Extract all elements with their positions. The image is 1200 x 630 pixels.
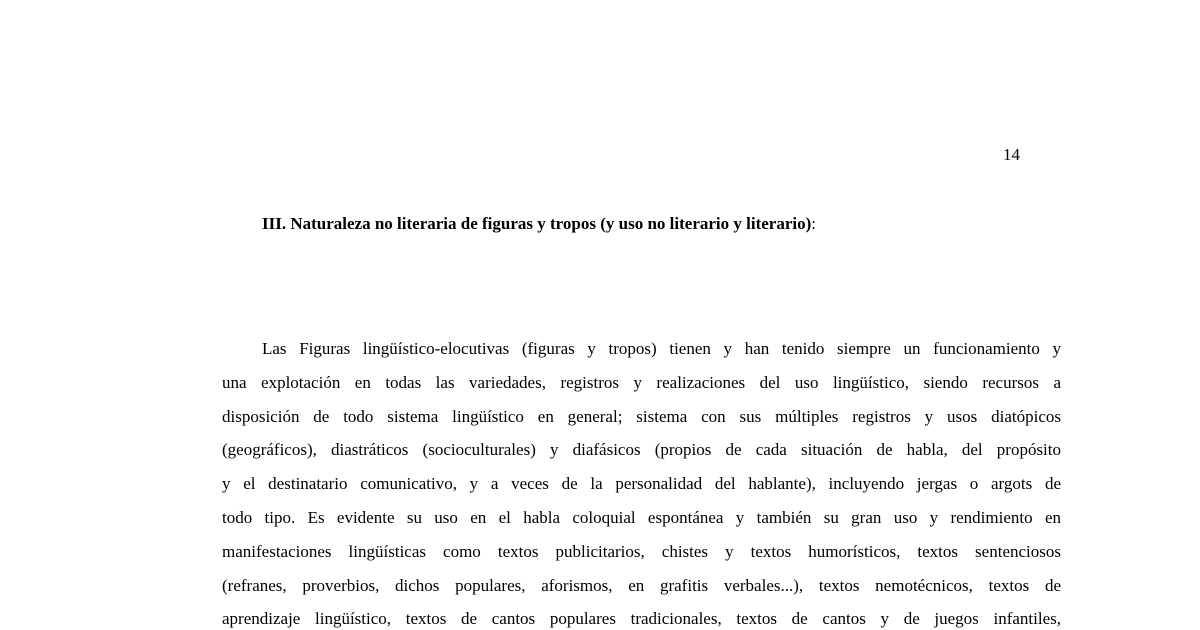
paragraph-line: (refranes, proverbios, dichos populares, aforismos, en grafitis verbales...), textos nemotécnicos, textos de — [222, 575, 1061, 595]
section-heading-text: III. Naturaleza no literaria de figuras y tropos (y uso no literario y literario) — [262, 214, 812, 233]
paragraph-line: manifestaciones lingüísticas como textos publicitarios, chistes y textos humorísticos, textos sentenciosos — [222, 541, 1061, 561]
paragraph-line: Las Figuras lingüístico-elocutivas (figuras y tropos) tienen y han tenido siempre un funcionamiento y — [262, 339, 1061, 358]
paragraph-line: disposición de todo sistema lingüístico en general; sistema con sus múltiples registros y usos diatópicos — [222, 406, 1061, 426]
page-number: 14 — [1003, 145, 1020, 164]
paragraph-line: todo tipo. Es evidente su uso en el habla coloquial espontánea y también su gran uso y rendimiento en — [222, 507, 1061, 527]
paragraph-line: (geográficos), diastráticos (socioculturales) y diafásicos (propios de cada situación de habla, del propósito — [222, 440, 1061, 460]
paragraph-line: y el destinatario comunicativo, y a veces de la personalidad del hablante), incluyendo jergas o argots de — [222, 474, 1061, 494]
paragraph-line: una explotación en todas las variedades, registros y realizaciones del uso lingüístico, siendo recursos a — [222, 372, 1061, 392]
body-paragraph — [222, 336, 1061, 630]
section-heading-colon: : — [811, 214, 817, 233]
paragraph-line: aprendizaje lingüístico, textos de cantos populares tradicionales, textos de cantos y de juegos infantiles, — [222, 609, 1061, 629]
section-heading — [262, 212, 816, 236]
